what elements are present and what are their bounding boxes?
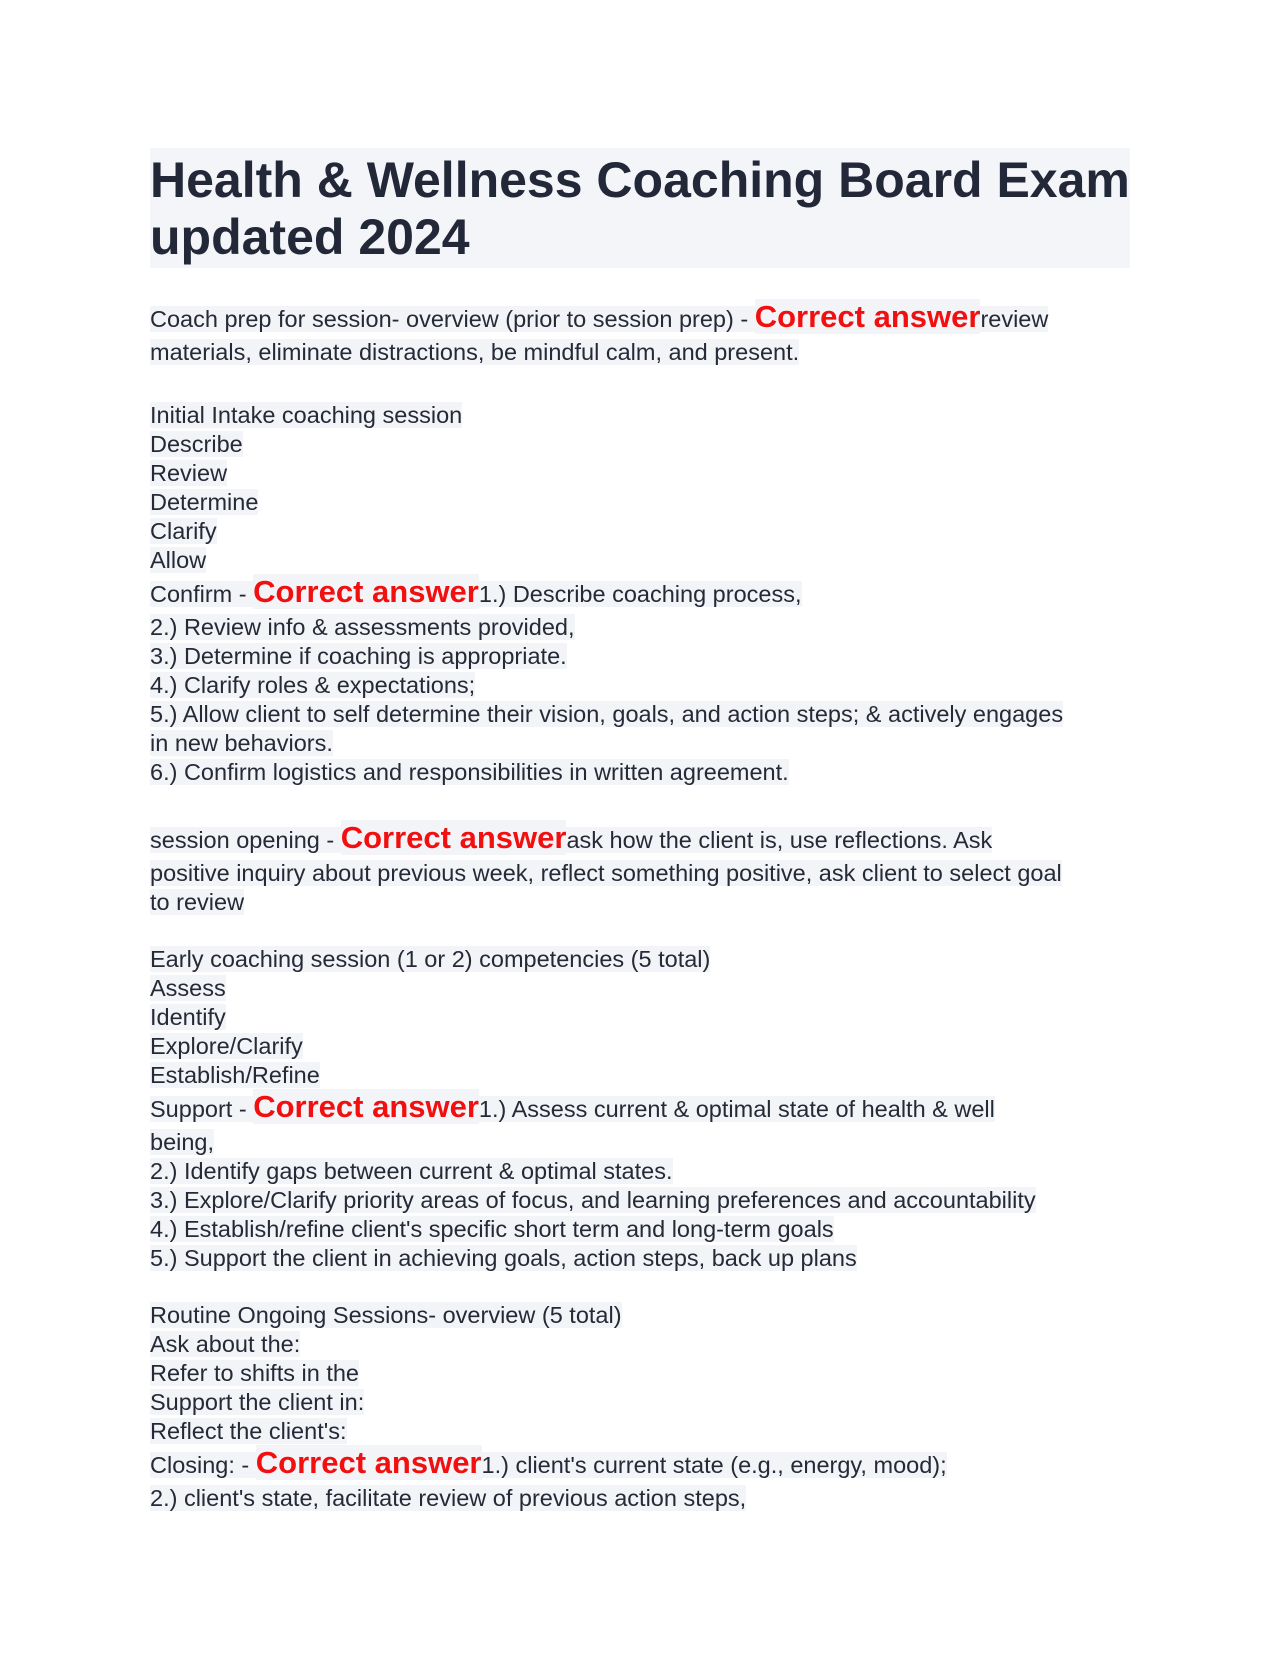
- qa-item-5: [150, 1301, 1130, 1513]
- answer-text: 1.) client's current state (e.g., energy, mood);: [481, 1452, 947, 1478]
- answer-text: 2.) Identify gaps between current & optimal states.: [150, 1158, 673, 1184]
- answer-text: 1.) Describe coaching process,: [478, 581, 802, 607]
- question-text: Describe: [150, 431, 243, 457]
- question-text: Assess: [150, 975, 226, 1001]
- answer-text: positive inquiry about previous week, reflect something positive, ask client to select goal: [150, 860, 1062, 886]
- qa-item-1: [150, 300, 1130, 367]
- question-text: Clarify: [150, 518, 217, 544]
- answer-text: 2.) Review info & assessments provided,: [150, 614, 575, 640]
- page-title: Health & Wellness Coaching Board Exam updated 2024: [150, 148, 1130, 268]
- answer-text: 4.) Clarify roles & expectations;: [150, 672, 476, 698]
- answer-text: 6.) Confirm logistics and responsibilities in written agreement.: [150, 759, 789, 785]
- question-text: Routine Ongoing Sessions- overview (5 total): [150, 1302, 622, 1328]
- answer-text: 5.) Allow client to self determine their vision, goals, and action steps; & actively engages: [150, 701, 1064, 727]
- answer-text: review: [980, 306, 1049, 332]
- correct-answer-label: Correct answer: [255, 1445, 482, 1480]
- correct-answer-label: Correct answer: [253, 1089, 479, 1124]
- answer-text: materials, eliminate distractions, be mindful calm, and present.: [150, 339, 800, 365]
- question-text: Early coaching session (1 or 2) competencies (5 total): [150, 946, 711, 972]
- answer-text: in new behaviors.: [150, 730, 333, 756]
- question-text: Support the client in:: [150, 1389, 365, 1415]
- question-text: Explore/Clarify: [150, 1033, 303, 1059]
- answer-text: 5.) Support the client in achieving goals, action steps, back up plans: [150, 1245, 857, 1271]
- question-text: Allow: [150, 547, 207, 573]
- correct-answer-label: Correct answer: [754, 299, 981, 334]
- question-text: Confirm -: [150, 581, 254, 607]
- answer-text: 3.) Explore/Clarify priority areas of focus, and learning preferences and accountability: [150, 1187, 1036, 1213]
- question-text: Establish/Refine: [150, 1062, 320, 1088]
- document-content: [150, 148, 1130, 1513]
- question-text: Refer to shifts in the: [150, 1360, 359, 1386]
- answer-text: 1.) Assess current & optimal state of health & well: [478, 1096, 995, 1122]
- qa-item-4: [150, 945, 1130, 1273]
- question-text: Coach prep for session- overview (prior to session prep) -: [150, 306, 755, 332]
- correct-answer-label: Correct answer: [253, 574, 479, 609]
- answer-text: 2.) client's state, facilitate review of previous action steps,: [150, 1485, 747, 1511]
- question-text: Ask about the:: [150, 1331, 301, 1357]
- question-text: Closing: -: [150, 1452, 256, 1478]
- answer-text: being,: [150, 1129, 215, 1155]
- question-text: Support -: [150, 1096, 254, 1122]
- question-text: session opening -: [150, 827, 341, 853]
- question-text: Reflect the client's:: [150, 1418, 347, 1444]
- answer-text: to review: [150, 889, 245, 915]
- answer-text: ask how the client is, use reflections. Ask: [566, 827, 993, 853]
- qa-item-2: [150, 401, 1130, 787]
- answer-text: 4.) Establish/refine client's specific short term and long-term goals: [150, 1216, 834, 1242]
- question-text: Initial Intake coaching session: [150, 402, 463, 428]
- qa-item-3: [150, 821, 1130, 917]
- answer-text: 3.) Determine if coaching is appropriate.: [150, 643, 567, 669]
- question-text: Determine: [150, 489, 259, 515]
- question-text: Identify: [150, 1004, 226, 1030]
- question-text: Review: [150, 460, 228, 486]
- correct-answer-label: Correct answer: [340, 820, 567, 855]
